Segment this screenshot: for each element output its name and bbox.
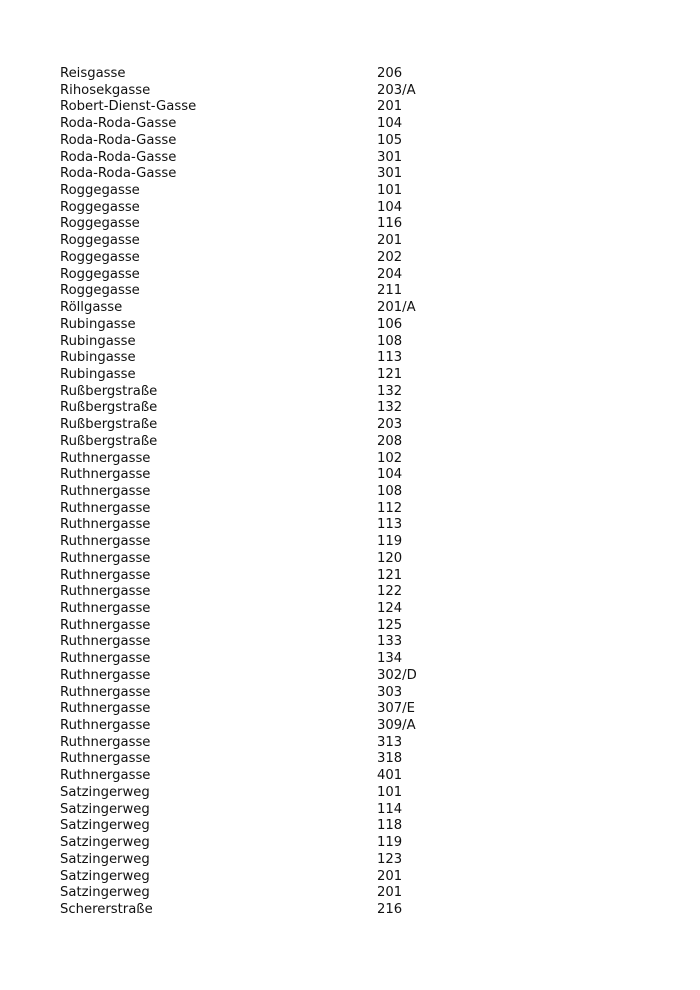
house-number-cell: 201 <box>377 99 403 115</box>
street-name-cell: Roda-Roda-Gasse <box>60 166 177 182</box>
house-number-cell: 119 <box>377 534 403 550</box>
house-number-cell: 401 <box>377 768 403 784</box>
street-name-cell: Satzingerweg <box>60 818 150 834</box>
street-name-cell: Ruthnergasse <box>60 634 151 650</box>
table-row <box>60 751 660 768</box>
street-name-cell: Roggegasse <box>60 216 140 232</box>
table-row <box>60 384 660 401</box>
street-name-cell: Satzingerweg <box>60 835 150 851</box>
house-number-cell: 204 <box>377 266 403 282</box>
street-name-cell: Rußbergstraße <box>60 433 158 449</box>
table-row <box>60 66 660 83</box>
house-number-cell: 104 <box>377 116 403 132</box>
street-name-cell: Ruthnergasse <box>60 584 151 600</box>
house-number-cell: 104 <box>377 199 403 215</box>
house-number-cell: 302/D <box>377 667 417 683</box>
house-number-cell: 106 <box>377 316 403 332</box>
street-name-cell: Ruthnergasse <box>60 450 151 466</box>
house-number-cell: 202 <box>377 249 403 265</box>
street-name-cell: Robert-Dienst-Gasse <box>60 99 197 115</box>
street-name-cell: Rußbergstraße <box>60 417 158 433</box>
house-number-cell: 116 <box>377 216 403 232</box>
table-row <box>60 233 660 250</box>
house-number-cell: 301 <box>377 166 403 182</box>
street-name-cell: Rubingasse <box>60 316 136 332</box>
table-row <box>60 902 660 919</box>
table-row <box>60 283 660 300</box>
street-name-cell: Ruthnergasse <box>60 517 151 533</box>
house-number-cell: 201 <box>377 885 403 901</box>
table-row <box>60 785 660 802</box>
street-name-cell: Ruthnergasse <box>60 751 151 767</box>
street-name-cell: Roggegasse <box>60 266 140 282</box>
street-name-cell: Ruthnergasse <box>60 701 151 717</box>
house-number-cell: 134 <box>377 651 403 667</box>
street-name-cell: Ruthnergasse <box>60 467 151 483</box>
table-row <box>60 852 660 869</box>
street-name-cell: Roda-Roda-Gasse <box>60 116 177 132</box>
street-name-cell: Schererstraße <box>60 901 153 917</box>
table-row <box>60 534 660 551</box>
street-name-cell: Roggegasse <box>60 233 140 249</box>
street-name-cell: Roggegasse <box>60 183 140 199</box>
table-row <box>60 551 660 568</box>
table-row <box>60 634 660 651</box>
table-row <box>60 300 660 317</box>
table-row <box>60 568 660 585</box>
table-row <box>60 83 660 100</box>
street-name-cell: Satzingerweg <box>60 885 150 901</box>
house-number-cell: 105 <box>377 132 403 148</box>
table-row <box>60 367 660 384</box>
table-row <box>60 133 660 150</box>
table-row <box>60 835 660 852</box>
table-row <box>60 618 660 635</box>
street-name-cell: Satzingerweg <box>60 784 150 800</box>
house-number-cell: 102 <box>377 450 403 466</box>
house-number-cell: 132 <box>377 383 403 399</box>
table-row <box>60 467 660 484</box>
house-number-cell: 313 <box>377 734 403 750</box>
house-number-cell: 201 <box>377 233 403 249</box>
table-row <box>60 735 660 752</box>
table-row <box>60 116 660 133</box>
table-row <box>60 501 660 518</box>
house-number-cell: 123 <box>377 851 403 867</box>
street-name-cell: Rihosekgasse <box>60 82 151 98</box>
table-row <box>60 701 660 718</box>
house-number-cell: 206 <box>377 66 403 81</box>
street-name-cell: Ruthnergasse <box>60 684 151 700</box>
street-name-cell: Rubingasse <box>60 366 136 382</box>
table-row <box>60 685 660 702</box>
house-number-cell: 203/A <box>377 82 416 98</box>
table-row <box>60 267 660 284</box>
house-number-cell: 201 <box>377 868 403 884</box>
table-row <box>60 584 660 601</box>
street-name-cell: Ruthnergasse <box>60 718 151 734</box>
table-row <box>60 183 660 200</box>
street-name-cell: Rußbergstraße <box>60 383 158 399</box>
table-row <box>60 517 660 534</box>
table-row <box>60 434 660 451</box>
street-name-cell: Satzingerweg <box>60 868 150 884</box>
house-number-cell: 121 <box>377 567 403 583</box>
table-row <box>60 334 660 351</box>
house-number-cell: 101 <box>377 784 403 800</box>
street-name-cell: Ruthnergasse <box>60 534 151 550</box>
house-number-cell: 122 <box>377 584 403 600</box>
house-number-cell: 114 <box>377 801 403 817</box>
table-row <box>60 869 660 886</box>
street-name-cell: Ruthnergasse <box>60 734 151 750</box>
street-name-cell: Roda-Roda-Gasse <box>60 149 177 165</box>
house-number-cell: 119 <box>377 835 403 851</box>
house-number-cell: 101 <box>377 183 403 199</box>
table-row <box>60 417 660 434</box>
street-name-cell: Ruthnergasse <box>60 500 151 516</box>
table-row <box>60 350 660 367</box>
street-name-cell: Ruthnergasse <box>60 617 151 633</box>
street-name-cell: Roda-Roda-Gasse <box>60 132 177 148</box>
table-row <box>60 166 660 183</box>
street-name-cell: Satzingerweg <box>60 851 150 867</box>
table-row <box>60 651 660 668</box>
table-row <box>60 250 660 267</box>
street-name-cell: Ruthnergasse <box>60 567 151 583</box>
house-number-cell: 113 <box>377 350 403 366</box>
house-number-cell: 108 <box>377 483 403 499</box>
street-name-cell: Ruthnergasse <box>60 483 151 499</box>
address-table <box>60 66 660 919</box>
street-name-cell: Roggegasse <box>60 283 140 299</box>
street-name-cell: Rußbergstraße <box>60 400 158 416</box>
house-number-cell: 132 <box>377 400 403 416</box>
house-number-cell: 133 <box>377 634 403 650</box>
table-row <box>60 718 660 735</box>
house-number-cell: 208 <box>377 433 403 449</box>
table-row <box>60 601 660 618</box>
table-row <box>60 668 660 685</box>
house-number-cell: 203 <box>377 417 403 433</box>
street-name-cell: Roggegasse <box>60 249 140 265</box>
street-name-cell: Ruthnergasse <box>60 667 151 683</box>
street-name-cell: Ruthnergasse <box>60 601 151 616</box>
house-number-cell: 201/A <box>377 300 416 316</box>
table-row <box>60 818 660 835</box>
house-number-cell: 307/E <box>377 701 415 717</box>
house-number-cell: 104 <box>377 467 403 483</box>
street-name-cell: Reisgasse <box>60 66 126 81</box>
street-name-cell: Roggegasse <box>60 199 140 215</box>
table-row <box>60 200 660 217</box>
house-number-cell: 124 <box>377 601 403 616</box>
table-row <box>60 484 660 501</box>
table-row <box>60 99 660 116</box>
house-number-cell: 211 <box>377 283 403 299</box>
table-row <box>60 400 660 417</box>
house-number-cell: 303 <box>377 684 403 700</box>
table-row <box>60 150 660 167</box>
table-row <box>60 317 660 334</box>
house-number-cell: 108 <box>377 333 403 349</box>
house-number-cell: 125 <box>377 617 403 633</box>
house-number-cell: 118 <box>377 818 403 834</box>
street-name-cell: Rubingasse <box>60 333 136 349</box>
house-number-cell: 113 <box>377 517 403 533</box>
table-row <box>60 885 660 902</box>
house-number-cell: 216 <box>377 901 403 917</box>
house-number-cell: 301 <box>377 149 403 165</box>
street-name-cell: Ruthnergasse <box>60 550 151 566</box>
house-number-cell: 309/A <box>377 718 416 734</box>
house-number-cell: 318 <box>377 751 403 767</box>
house-number-cell: 120 <box>377 550 403 566</box>
street-name-cell: Ruthnergasse <box>60 768 151 784</box>
house-number-cell: 121 <box>377 366 403 382</box>
table-row <box>60 216 660 233</box>
table-row <box>60 802 660 819</box>
house-number-cell: 112 <box>377 500 403 516</box>
street-name-cell: Satzingerweg <box>60 801 150 817</box>
table-row <box>60 451 660 468</box>
street-name-cell: Rubingasse <box>60 350 136 366</box>
street-name-cell: Ruthnergasse <box>60 651 151 667</box>
table-row <box>60 768 660 785</box>
street-name-cell: Röllgasse <box>60 300 123 316</box>
